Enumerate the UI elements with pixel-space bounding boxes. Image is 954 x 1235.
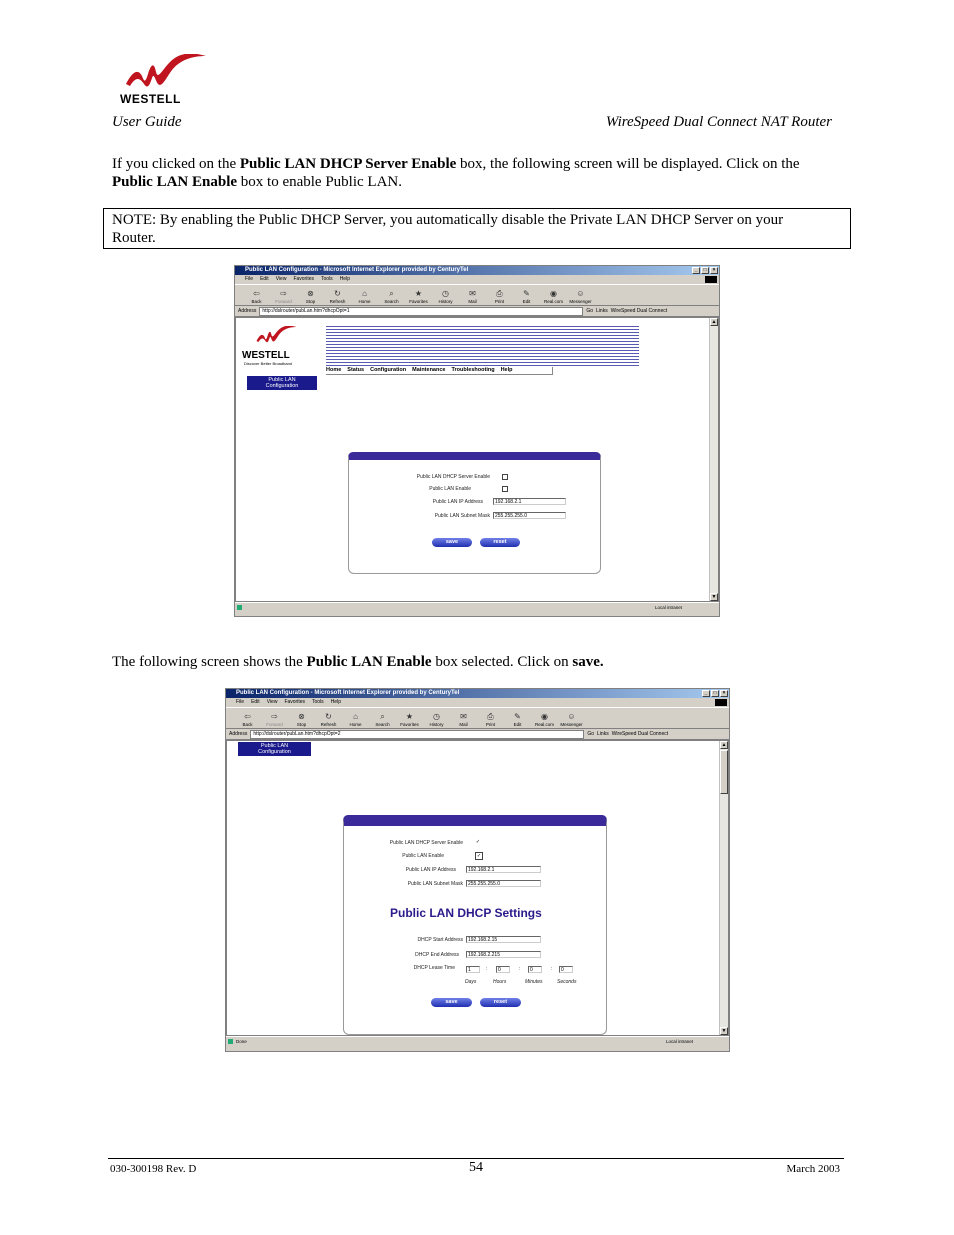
toolbar-label: Print [494,299,505,304]
intro-text-2: box, the following screen will be displayed. Click on the [456,156,800,172]
ie-page-icon [228,1039,233,1044]
menu-favorites[interactable]: Favorites [293,276,314,282]
toolbar-label: Stop [296,722,307,727]
browser-statusbar [235,602,719,612]
toolbar-refresh-button[interactable] [315,712,342,728]
side-menu-public-lan[interactable] [238,742,311,756]
toolbar-messenger-button[interactable] [567,289,594,305]
intro-bold-2: Public LAN Enable [112,174,238,190]
toolbar-search-button[interactable] [369,712,396,728]
menu-edit[interactable]: Edit [251,699,260,705]
realcom-icon: ◉ [550,289,557,298]
maximize-icon[interactable]: □ [701,267,709,274]
lease-sep-1: : [486,966,488,972]
lan-enable-checkbox[interactable]: ✓ [476,853,482,859]
main-nav [326,367,553,375]
scroll-up-icon[interactable]: ▲ [721,742,727,748]
toolbar-label: Back [251,299,262,304]
nav-home[interactable]: Home [326,367,342,373]
lease-sep-2: : [519,966,521,972]
address-bar [235,306,719,317]
go-button[interactable]: Go [586,308,594,314]
intro-bold-1: Public LAN DHCP Server Enable [239,156,457,172]
toolbar-label: Mail [459,722,468,727]
toolbar-label: Search [384,299,399,304]
mask-label: Public LAN Subnet Mask [407,881,463,887]
links-item[interactable]: WireSpeed Dual Connect [611,731,669,737]
mail-icon: ✉ [460,712,467,721]
vertical-scrollbar[interactable] [719,741,728,1035]
lan-enable-label: Public LAN Enable [429,486,471,492]
westell-logo [118,54,208,106]
lan-enable-checkbox[interactable] [502,486,508,492]
close-icon[interactable]: × [710,267,718,274]
westell-logo-mark-icon [250,326,300,352]
toolbar-label: Favorites [409,299,428,304]
back-arrow-icon: ⇦ [244,712,251,721]
lease-minutes-input[interactable]: 0 [528,966,542,973]
end-input[interactable]: 192.168.2.215 [466,951,541,958]
menu-favorites[interactable]: Favorites [284,699,305,705]
toolbar-forward-button[interactable] [270,289,297,305]
side-menu-line-2: Configuration [258,749,291,755]
toolbar-favorites-button[interactable] [405,289,432,305]
second-paragraph [112,653,842,671]
toolbar-back-button[interactable] [234,712,261,728]
side-menu-public-lan[interactable] [247,376,317,390]
second-bold-1: Public LAN Enable [306,654,432,670]
go-button[interactable]: Go [587,731,595,737]
minimize-icon[interactable]: _ [702,690,710,697]
dhcp-enable-label: Public LAN DHCP Server Enable [389,840,463,846]
lan-enable-label: Public LAN Enable [402,853,444,859]
page-viewport [235,317,719,602]
second-text-2: box selected. Click on [431,654,573,670]
note-box [103,208,851,249]
toolbar-label: Messenger [569,299,592,304]
forward-arrow-icon: ⇨ [280,289,287,298]
address-bar [226,729,729,740]
print-icon: ⎙ [487,712,494,721]
refresh-icon: ↻ [325,712,332,721]
header-left: User Guide [112,114,182,130]
maximize-icon[interactable]: □ [711,690,719,697]
toolbar-back-button[interactable] [243,289,270,305]
page-viewport [226,740,729,1036]
refresh-icon: ↻ [334,289,341,298]
dhcp-enable-checkbox[interactable] [502,474,508,480]
mask-input[interactable]: 255.255.255.0 [493,512,566,519]
browser-toolbar [226,708,729,729]
config-panel [348,452,601,574]
menu-view[interactable]: View [275,276,287,282]
unit-seconds: Seconds [557,979,577,985]
toolbar-label: History [429,722,444,727]
nav-help[interactable]: Help [500,367,513,373]
toolbar-stop-button[interactable] [297,289,324,305]
intro-text-3: box to enable Public LAN. [237,174,403,190]
browser-title: Public LAN Configuration - Microsoft Internet Explorer provided by CenturyTel [245,267,469,273]
print-icon: ⎙ [496,289,503,298]
vertical-scrollbar[interactable] [709,318,718,601]
reset-button[interactable]: reset [480,998,521,1007]
browser-title: Public LAN Configuration - Microsoft Internet Explorer provided by CenturyTel [236,690,460,696]
minimize-icon[interactable]: _ [692,267,700,274]
save-button[interactable]: save [432,538,472,547]
messenger-icon: ☺ [567,712,576,721]
browser-titlebar [235,266,719,275]
mask-input[interactable]: 255.255.255.0 [466,880,541,887]
history-icon: ◷ [442,289,449,298]
toolbar-history-button[interactable] [432,289,459,305]
dhcp-enable-label: Public LAN DHCP Server Enable [416,474,490,480]
header-stripes [326,326,639,366]
menu-help[interactable]: Help [330,699,341,705]
address-input[interactable]: http://dslrouter/pubLan.htm?dhcpOpt=2 [250,730,584,739]
router-logo [242,326,322,366]
header-right: WireSpeed Dual Connect NAT Router [605,114,832,130]
toolbar-label: Favorites [400,722,419,727]
messenger-icon: ☺ [576,289,585,298]
toolbar-forward-button[interactable] [261,712,288,728]
second-text-1: The following screen shows the [112,654,307,670]
status-done: Done [236,1039,247,1044]
stop-icon: ⊗ [298,712,305,721]
toolbar-print-button[interactable] [486,289,513,305]
toolbar-label: Home [349,722,362,727]
reset-button[interactable]: reset [480,538,520,547]
toolbar-label: Home [358,299,371,304]
menu-help[interactable]: Help [339,276,350,282]
footer-doc-number: 030-300198 Rev. D [110,1163,197,1175]
zone-label: Local intranet [655,605,683,610]
end-label: DHCP End Address [415,952,459,958]
lease-days-input[interactable]: 1 [466,966,480,973]
side-menu-line-1: Public LAN [268,377,296,383]
menu-file[interactable]: File [236,699,245,705]
dhcp-settings-title: Public LAN DHCP Settings [390,906,542,920]
menu-edit[interactable]: Edit [260,276,269,282]
second-bold-2: save. [572,654,604,670]
config-panel [343,815,607,1035]
menu-view[interactable]: View [266,699,278,705]
toolbar-label: History [438,299,453,304]
unit-minutes: Minutes [525,979,543,985]
browser-menubar [235,275,719,285]
address-label: Address [238,308,257,314]
toolbar-label: Messenger [560,722,583,727]
menu-tools[interactable]: Tools [321,276,333,282]
router-logo-wordmark: WESTELL [242,350,290,361]
toolbar-edit-button[interactable] [504,712,531,728]
home-icon: ⌂ [362,289,367,298]
toolbar-mail-button[interactable] [450,712,477,728]
mask-label: Public LAN Subnet Mask [434,513,490,519]
toolbar-label: Real.com [534,722,554,727]
dhcp-enable-checkbox[interactable]: ✓ [475,839,481,845]
toolbar-label: Stop [305,299,316,304]
toolbar-label: Real.com [543,299,563,304]
toolbar-favorites-button[interactable] [396,712,423,728]
toolbar-edit-button[interactable] [513,289,540,305]
links-item[interactable]: WireSpeed Dual Connect [610,308,668,314]
toolbar-label: Print [485,722,496,727]
toolbar-home-button[interactable] [342,712,369,728]
footer-rule [108,1158,844,1159]
browser-screenshot-2 [225,688,730,1052]
home-icon: ⌂ [353,712,358,721]
zone-label: Local intranet [666,1039,694,1044]
search-icon: ⌕ [380,712,385,721]
router-logo-tagline: Discover Better Broadband [244,361,293,366]
menu-file[interactable]: File [245,276,254,282]
favorites-icon: ★ [405,712,414,721]
toolbar-mail-button[interactable] [459,289,486,305]
toolbar-label: Edit [513,722,522,727]
toolbar-print-button[interactable] [477,712,504,728]
note-line-1: NOTE: By enabling the Public DHCP Server, you automatically disable the Private LAN DHCP Server on your [112,212,784,228]
toolbar-label: Forward [275,299,292,304]
lease-seconds-input[interactable]: 0 [559,966,573,973]
unit-days: Days [465,979,477,985]
ie-page-icon [237,605,242,610]
save-button[interactable]: save [431,998,472,1007]
back-arrow-icon: ⇦ [253,289,260,298]
browser-screenshot-1 [234,265,720,617]
toolbar-label: Edit [522,299,531,304]
toolbar-real-com-button[interactable] [531,712,558,728]
footer-date: March 2003 [786,1163,840,1175]
edit-icon: ✎ [514,712,521,721]
toolbar-label: Mail [468,299,477,304]
ip-input[interactable]: 192.168.2.1 [493,498,566,505]
search-icon: ⌕ [389,289,394,298]
toolbar-search-button[interactable] [378,289,405,305]
browser-titlebar [226,689,729,698]
toolbar-messenger-button[interactable] [558,712,585,728]
lease-hours-input[interactable]: 0 [496,966,510,973]
toolbar-label: Refresh [320,722,337,727]
ip-label: Public LAN IP Address [405,867,456,873]
browser-toolbar [235,285,719,306]
ip-input[interactable]: 192.168.2.1 [466,866,541,873]
start-label: DHCP Start Address [417,937,463,943]
address-input[interactable]: http://dslrouter/pubLan.htm?dhcpOpt=1 [259,307,583,316]
scroll-thumb[interactable] [720,750,728,794]
footer-page-number: 54 [469,1160,483,1175]
nav-configuration[interactable]: Configuration [370,367,407,373]
windows-logo-icon [705,276,717,283]
nav-status[interactable]: Status [347,367,365,373]
menu-tools[interactable]: Tools [312,699,324,705]
ip-label: Public LAN IP Address [432,499,483,505]
forward-arrow-icon: ⇨ [271,712,278,721]
lease-sep-3: : [551,966,553,972]
links-label[interactable]: Links [597,731,609,737]
address-label: Address [229,731,248,737]
toolbar-home-button[interactable] [351,289,378,305]
links-label[interactable]: Links [596,308,608,314]
toolbar-refresh-button[interactable] [324,289,351,305]
favorites-icon: ★ [414,289,423,298]
edit-icon: ✎ [523,289,530,298]
toolbar-stop-button[interactable] [288,712,315,728]
toolbar-label: Forward [266,722,283,727]
browser-menubar [226,698,729,708]
scroll-down-icon[interactable]: ▼ [721,1028,727,1034]
close-icon[interactable]: × [720,690,728,697]
toolbar-label: Back [242,722,253,727]
browser-statusbar [226,1036,729,1046]
start-input[interactable]: 192.168.2.15 [466,936,541,943]
windows-logo-icon [715,699,727,706]
lease-label: DHCP Lease Time [413,965,455,971]
side-menu-line-1: Public LAN [260,743,289,749]
logo-wordmark: WESTELL [120,92,181,106]
side-menu-line-2: Configuration [265,383,299,389]
toolbar-real-com-button[interactable] [540,289,567,305]
stop-icon: ⊗ [307,289,314,298]
toolbar-label: Search [375,722,390,727]
scroll-down-icon[interactable]: ▼ [711,594,717,600]
nav-maintenance[interactable]: Maintenance [412,367,446,373]
nav-troubleshooting[interactable]: Troubleshooting [451,367,495,373]
toolbar-history-button[interactable] [423,712,450,728]
scroll-up-icon[interactable]: ▲ [711,319,717,325]
toolbar-label: Refresh [329,299,346,304]
intro-paragraph [112,155,842,191]
mail-icon: ✉ [469,289,476,298]
realcom-icon: ◉ [541,712,548,721]
intro-text-1: If you clicked on the [112,156,240,172]
unit-hours: Hours [493,979,507,985]
history-icon: ◷ [433,712,440,721]
note-line-2: Router. [112,230,156,246]
